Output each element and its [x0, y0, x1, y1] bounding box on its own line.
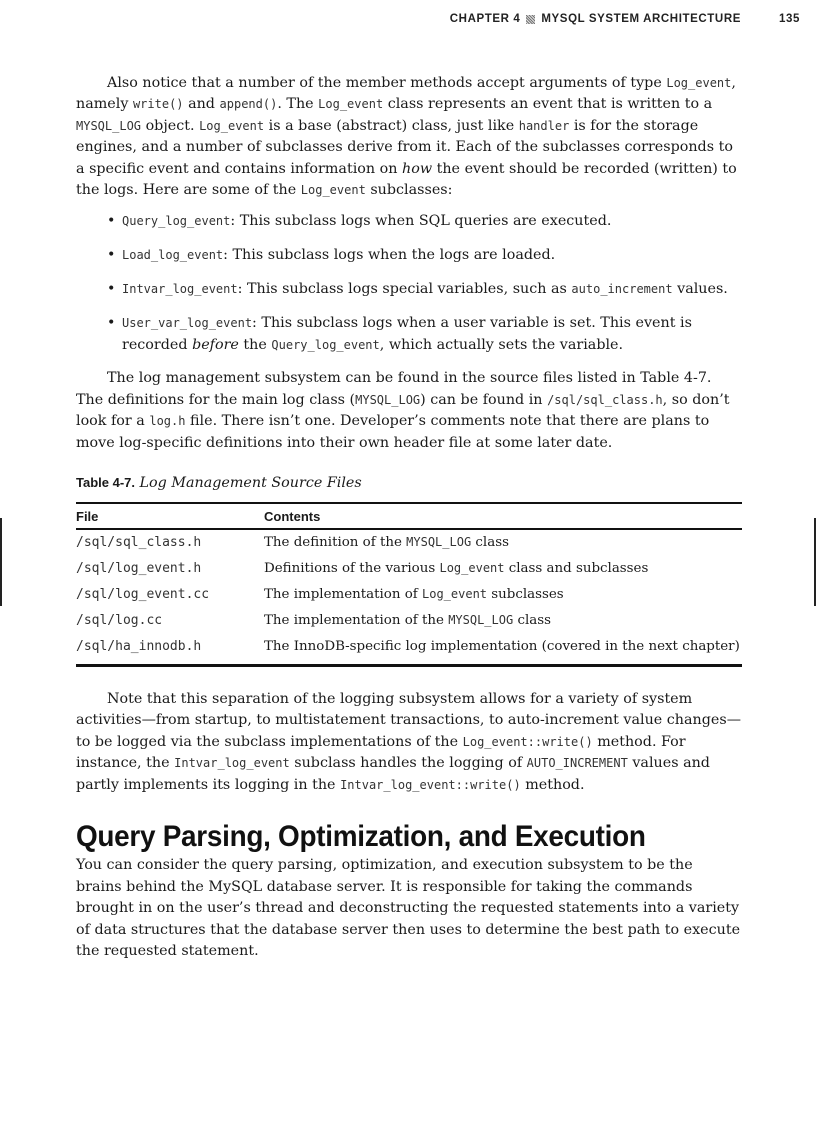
- running-header: [450, 13, 800, 25]
- paragraph-separation: Note that this separation of the logging subsystem allows for a variety of system activities—from startup, to multistatement transactions, to auto-increment value changes—to be logged via the subclass implementations of the Log_event::write() method. For instance, the Intvar_log_event subclass handles the logging of AUTO_INCREMENT values and partly implements its logging in the Intvar_log_event::write() method.: [76, 690, 741, 793]
- table-row: /sql/ha_innodb.h The InnoDB-specific log implementation (covered in the next chapter): [76, 634, 742, 666]
- chapter-title: MYSQL SYSTEM ARCHITECTURE: [541, 13, 741, 25]
- list-item: • Intvar_log_event: This subclass logs special variables, such as auto_increment values.: [76, 279, 742, 300]
- column-header-file: File: [76, 503, 264, 529]
- section-heading: Query Parsing, Optimization, and Execution: [76, 819, 646, 853]
- table-row: /sql/log_event.cc The implementation of Log_event subclasses: [76, 587, 564, 603]
- chapter-label: CHAPTER 4: [449, 13, 521, 25]
- list-item: • Query_log_event: This subclass logs when SQL queries are executed.: [76, 211, 742, 232]
- column-header-contents: Contents: [264, 503, 742, 529]
- paragraph-log-subsystem: The log management subsystem can be found in the source files listed in Table 4-7. The definitions for the main log class (MYSQL_LOG) can be found in /sql/sql_class.h, so don’t look for a log.h file. There isn’t one. Developer’s comments note that there are plans to move log-specific definitions into their own header file at some later date.: [76, 370, 730, 451]
- table-row: /sql/log_event.h Definitions of the various Log_event class and subclasses: [76, 561, 649, 577]
- list-item: • User_var_log_event: This subclass logs when a user variable is set. This event is recorded before the Query_log_event, which actually sets the variable.: [76, 313, 742, 356]
- paragraph-log-event: Also notice that a number of the member methods accept arguments of type Log_event, namely write() and append(). The Log_event class represents an event that is written to a MYSQL_LOG object. Log_event is a base (abstract) class, just like handler is for the storage engines, and a number of subclasses derive from it. Each of the subclasses corresponds to a specific event and contains information on how the event should be recorded (written) to the logs. Here are some of the Log_event subclasses:: [76, 75, 737, 199]
- header-separator-icon: [526, 15, 535, 24]
- paragraph-query-parsing: You can consider the query parsing, optimization, and execution subsystem to be the brains behind the MySQL database server. It is responsible for taking the commands brought in on the user’s thread and deconstructing the requested statements into a variety of data structures that the database server then uses to determine the best path to execute the requested statement.: [76, 857, 741, 959]
- margin-bar-left: [0, 518, 2, 606]
- table-caption: Table 4-7. Log Management Source Files: [76, 475, 362, 492]
- source-files-table: [76, 502, 742, 667]
- table-row: /sql/sql_class.h The definition of the MYSQL_LOG class: [76, 535, 509, 551]
- page-body: [76, 73, 742, 972]
- subclass-list: [76, 211, 742, 356]
- table-row: /sql/log.cc The implementation of the MYSQL_LOG class: [76, 613, 551, 629]
- list-item: • Load_log_event: This subclass logs when the logs are loaded.: [76, 245, 742, 266]
- table-header-row: [76, 503, 742, 529]
- page-number: 135: [779, 13, 800, 25]
